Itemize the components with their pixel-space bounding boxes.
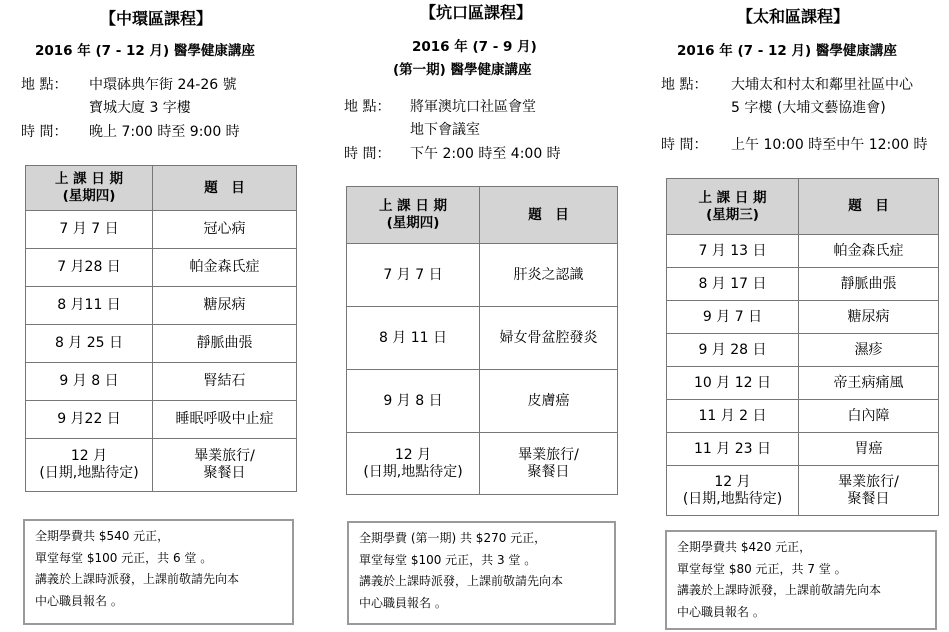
table-row: 9 月 7 日 糖尿病 [667, 301, 939, 334]
header-date: 上 課 日 期 (星期四) [347, 187, 480, 244]
fee-line: 全期學費 (第一期) 共 $270 元正， [359, 531, 547, 545]
table-row: 12 月 (日期,地點待定) 畢業旅行/ 聚餐日 [347, 433, 618, 495]
table-row: 7 月 7 日 肝炎之認識 [347, 244, 618, 307]
column-title: 【坑口區課程】 [420, 3, 533, 22]
time-row [661, 134, 928, 154]
location-label: 地 點： [21, 77, 68, 93]
table-row: 7 月 7 日 冠心病 [26, 211, 297, 249]
table-row: 7 月 13 日 帕金森氏症 [667, 235, 939, 268]
location-line-2: 地下會議室 [410, 122, 480, 138]
column-subtitle: 2016 年 (7 - 9 月) [412, 39, 537, 55]
header-topic: 題 目 [480, 187, 618, 244]
header-date: 上 課 日 期 (星期三) [667, 179, 799, 235]
schedule-table [666, 178, 939, 516]
time-label: 時 間： [661, 137, 708, 153]
location-label: 地 點： [344, 99, 391, 115]
table-row: 8 月11 日 糖尿病 [26, 287, 297, 325]
location-row [344, 96, 536, 116]
time-row [21, 121, 240, 141]
location-line-1: 大埔太和村太和鄰里社區中心 [731, 77, 913, 93]
time-label: 時 間： [21, 124, 68, 140]
header-topic: 題 目 [153, 166, 297, 211]
fee-line: 講義於上課時派發，上課前敬請先向本 [35, 572, 240, 586]
time-value: 下午 2:00 時至 4:00 時 [410, 146, 561, 162]
table-row: 7 月28 日 帕金森氏症 [26, 249, 297, 287]
table-row: 9 月22 日 睡眠呼吸中止症 [26, 401, 297, 439]
fee-line: 單堂每堂 $100 元正，共 6 堂 。 [35, 550, 213, 565]
fee-line: 中心職員報名 。 [35, 593, 123, 608]
location-line-1: 中環砵典乍街 24-26 號 [89, 77, 237, 93]
column-subtitle: 2016 年 (7 - 12 月) 醫學健康講座 [35, 43, 255, 59]
table-row: 11 月 23 日 胃癌 [667, 433, 939, 466]
fee-line: 全期學費共 $420 元正， [677, 540, 812, 554]
fee-box [23, 519, 294, 625]
schedule-table [346, 186, 618, 495]
table-row: 12 月 (日期,地點待定) 畢業旅行/ 聚餐日 [667, 466, 939, 516]
header-date: 上 課 日 期 (星期四) [26, 166, 153, 211]
fee-line: 全期學費共 $540 元正， [35, 529, 170, 543]
time-label: 時 間： [344, 146, 391, 162]
table-row: 9 月 8 日 皮膚癌 [347, 370, 618, 433]
table-row: 11 月 2 日 白內障 [667, 400, 939, 433]
column-title: 【太和區課程】 [737, 7, 850, 26]
time-value: 上午 10:00 時至中午 12:00 時 [731, 137, 928, 153]
time-value: 晚上 7:00 時至 9:00 時 [89, 124, 240, 140]
schedule-table [25, 165, 297, 492]
location-line-2: 寶城大廈 3 字樓 [89, 100, 191, 116]
fee-line: 講義於上課時派發，上課前敬請先向本 [359, 574, 564, 588]
table-row: 8 月 25 日 靜脈曲張 [26, 325, 297, 363]
column-title: 【中環區課程】 [100, 9, 213, 28]
table-row: 9 月 8 日 腎結石 [26, 363, 297, 401]
location-label: 地 點： [661, 77, 708, 93]
location-row [661, 74, 913, 94]
column-subtitle: 2016 年 (7 - 12 月) 醫學健康講座 [677, 43, 897, 59]
location-line-2: 5 字樓 (大埔文藝協進會) [731, 100, 886, 116]
fee-line: 中心職員報名 。 [677, 604, 765, 619]
table-row: 8 月 11 日 婦女骨盆腔發炎 [347, 307, 618, 370]
table-row: 9 月 28 日 濕疹 [667, 334, 939, 367]
table-row: 10 月 12 日 帝王病痛風 [667, 367, 939, 400]
fee-box [665, 530, 937, 630]
fee-line: 講義於上課時派發，上課前敬請先向本 [677, 583, 882, 597]
fee-line: 中心職員報名 。 [359, 595, 447, 610]
fee-line: 單堂每堂 $80 元正，共 7 堂 。 [677, 561, 847, 576]
table-row: 8 月 17 日 靜脈曲張 [667, 268, 939, 301]
location-line-1: 將軍澳坑口社區會堂 [410, 99, 536, 115]
location-row [21, 74, 237, 94]
fee-box [347, 521, 616, 625]
fee-line: 單堂每堂 $100 元正，共 3 堂 。 [359, 552, 537, 567]
time-row [344, 143, 561, 163]
header-topic: 題 目 [799, 179, 939, 235]
table-row: 12 月 (日期,地點待定) 畢業旅行/ 聚餐日 [26, 439, 297, 492]
column-subtitle-2: (第一期) 醫學健康講座 [393, 62, 532, 78]
